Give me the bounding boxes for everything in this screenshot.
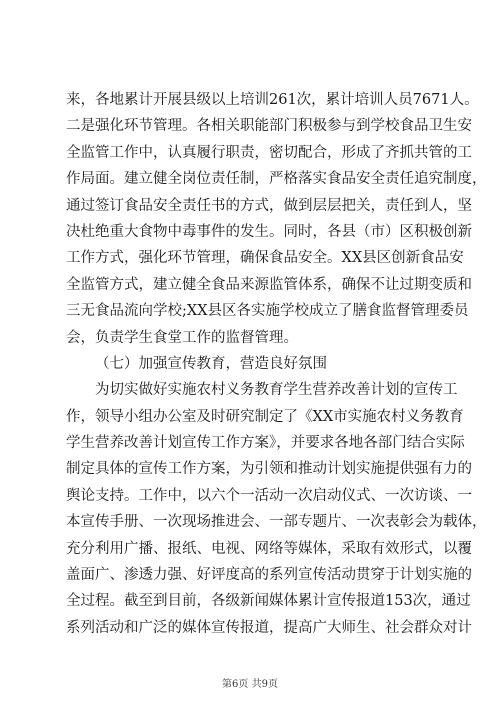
text-line: 二是强化环节管理。各相关职能部门积极参与到学校食品卫生安 — [66, 118, 472, 135]
text-line: 为切实做好实施农村义务教育学生营养改善计划的宣传工 — [95, 382, 458, 399]
text-line: 舆论支持。工作中，以六个一活动一次启动仪式、一次访谈、一 — [66, 487, 472, 504]
text-line: 决杜绝重大食物中毒事件的发生。同时，各县（市）区积极创新 — [66, 223, 472, 240]
document-body — [66, 87, 487, 641]
text-line: 工作方式，强化环节管理，确保食品安全。XX县区创新食品安 — [66, 250, 464, 267]
text-line: 通过签订食品安全责任书的方式，做到层层把关，责任到人，坚 — [66, 197, 472, 214]
text-line: 来，各地累计开展县级以上培训261次，累计培训人员7671人。 — [66, 92, 479, 108]
text-line: 学生营养改善计划宣传工作方案》，并要求各地各部门结合实际 — [66, 435, 465, 452]
text-line: 本宣传手册、一次现场推进会、一部专题片、一次表彰会为载体， — [66, 514, 487, 531]
text-line: 全过程。截至到目前，各级新闻媒体累计宣传报道153次，通过 — [66, 593, 471, 610]
text-line: 盖面广、渗透力强、好评度高的系列宣传活动贯穿于计划实施的 — [66, 567, 472, 584]
text-line: 作，领导小组办公室及时研究制定了《XX市实施农村义务教育 — [66, 408, 464, 425]
text-line: 全监管方式，建立健全食品来源监管体系，确保不让过期变质和 — [66, 276, 472, 293]
page-number: 第6页 共9页 — [222, 679, 278, 690]
text-line: 全监管工作中，认真履行职责，密切配合，形成了齐抓共管的工 — [66, 144, 472, 161]
text-line: 三无食品流向学校;XX县区各实施学校成立了膳食监督管理委员 — [66, 303, 469, 320]
text-line: 制定具体的宣传工作方案，为引领和推动计划实施提供强有力的 — [66, 461, 472, 478]
text-line: 系列活动和广泛的媒体宣传报道，提高广大师生、社会群众对计 — [66, 619, 472, 636]
section-heading: （七）加强宣传教育，营造良好氛围 — [95, 355, 327, 372]
text-line: 作局面。建立健全岗位责任制，严格落实食品安全责任追究制度， — [66, 171, 487, 188]
text-line: 会，负责学生食堂工作的监督管理。 — [66, 329, 298, 346]
text-line: 充分利用广播、报纸、电视、网络等媒体，采取有效形式，以覆 — [66, 540, 472, 557]
